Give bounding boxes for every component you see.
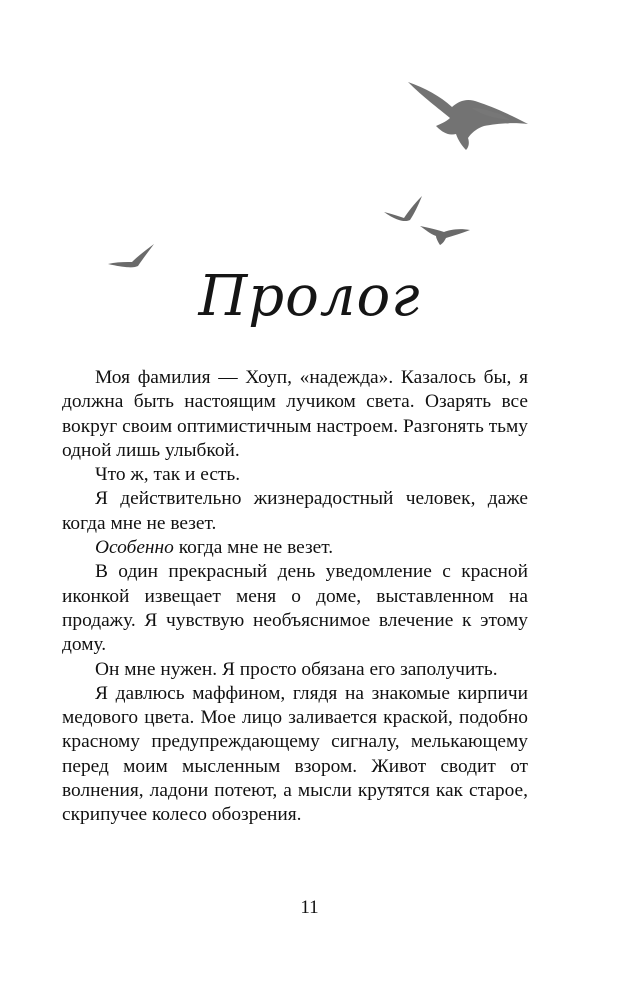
paragraph: Я действительно жизнерадостный человек, даже когда мне не везет.: [62, 488, 528, 534]
paragraph: Он мне нужен. Я просто обязана его заполучить.: [95, 658, 498, 680]
paragraph: Моя фамилия — Хоуп, «надежда». Казалось бы, я должна быть настоящим лучиком света. Озарять все вокруг своим оптимистичным настроем. Разгонять тьму одной лишь улыбкой.: [62, 367, 528, 461]
body-text: [62, 366, 528, 828]
paragraph: В один прекрасный день уведомление с красной иконкой извещает меня о доме, выставленном на продажу. Я чувствую необъяснимое влечение к этому дому.: [62, 561, 528, 656]
paragraph: Что ж, так и есть.: [95, 464, 241, 486]
gliding-bird-icon: [420, 226, 470, 245]
large-bird-icon: [408, 82, 528, 150]
chapter-title: Пролог: [198, 264, 421, 329]
page-number: 11: [300, 897, 319, 918]
paragraph: Я давлюсь маффином, глядя на знакомые кирпичи медового цвета. Мое лицо заливается краской, подобно красному предупреждающему сигналу, мелькающему перед моим мысленным взором. Живот сводит от волнения, ладони потеют, а мысли крутятся как старое, скрипучее колесо обозрения.: [62, 682, 528, 826]
small-bird-icon: [384, 196, 422, 221]
emphasis: Особенно: [95, 537, 174, 559]
birds-illustration: [0, 0, 619, 280]
paragraph: Особенно когда мне не везет.: [95, 537, 334, 559]
